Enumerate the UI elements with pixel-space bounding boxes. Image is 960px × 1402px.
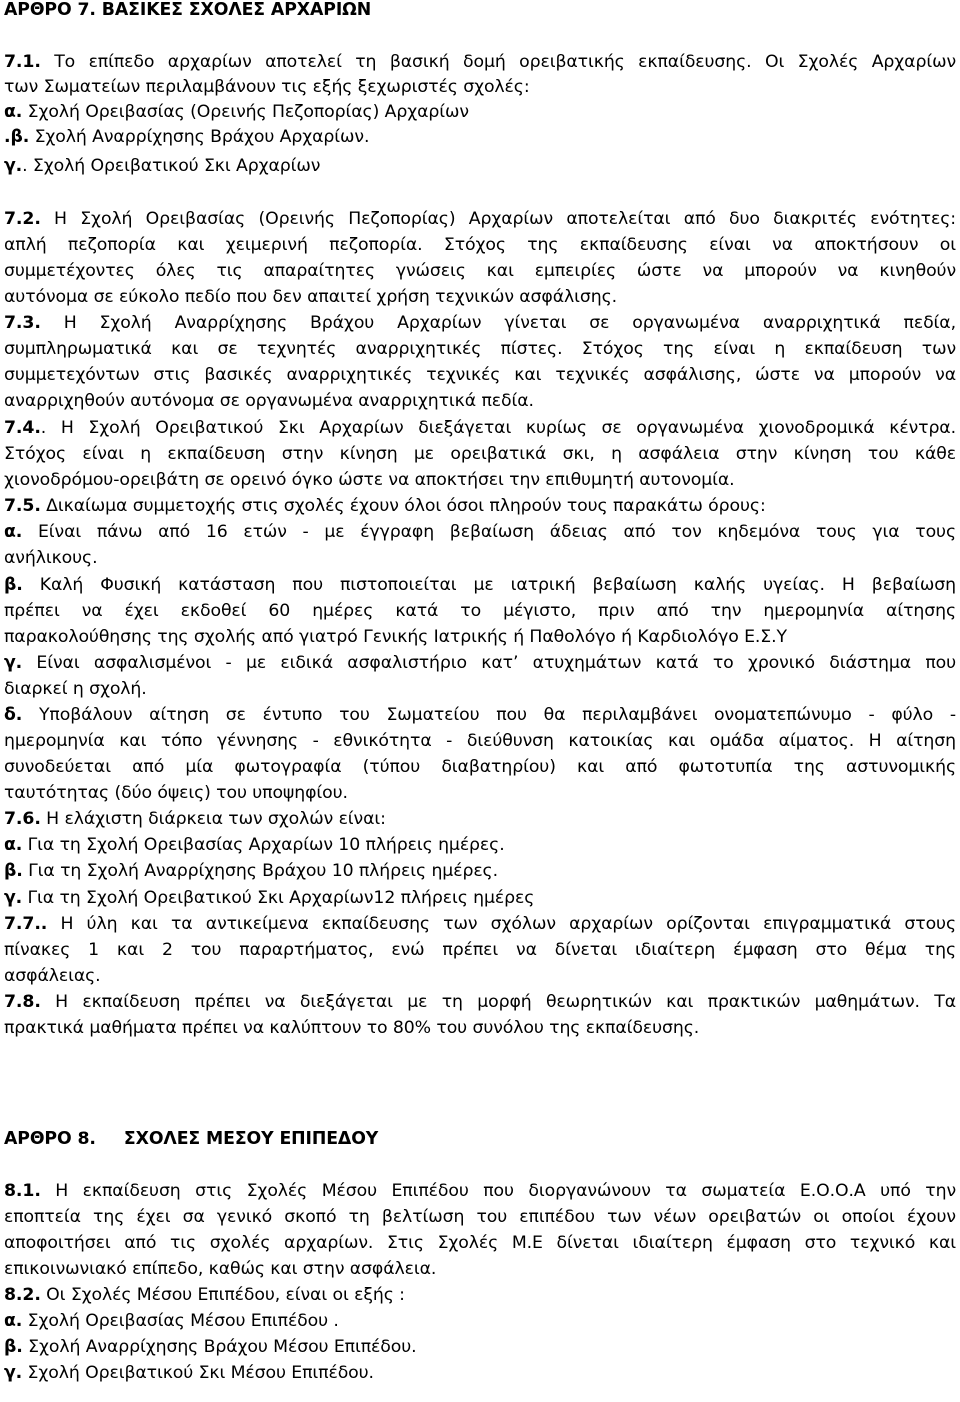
school-b (4, 1337, 956, 1357)
list-marker: β. (4, 1337, 23, 1357)
paragraph-7-3-line-3: συμμετεχόντων στις βασικές αναρριχητικές τεχνικές και τεχνικές ασφάλισης, ώστε να μπορούν να (4, 365, 956, 385)
paragraph-text: Η εκπαίδευση στις Σχολές Μέσου Επιπέδου που διοργανώνουν τα σωματεία Ε.Ο.Ο.Α υπό την (40, 1181, 956, 1201)
paragraph-7-1-line-2: των Σωματείων περιλαμβάνουν τις εξής ξεχωριστές σχολές: (4, 77, 530, 97)
paragraph-7-7-line-2: πίνακες 1 και 2 του παραρτήματος, ενώ πρέπει να δίνεται ιδιαίτερη έμφαση στο θέμα της (4, 940, 956, 960)
condition-d-line-3: συνοδεύεται από μία φωτογραφία (τύπου διαβατηρίου) και από φωτοτυπία της αστυνομικής (4, 757, 956, 777)
list-text: Σχολή Ορειβασίας Μέσου Επιπέδου . (22, 1311, 339, 1331)
list-marker: γ. (4, 156, 23, 176)
list-text: Είναι ασφαλισμένοι - με ειδικά ασφαλιστήριο κατ’ ατυχημάτων κατά το χρονικό διάστημα που (22, 653, 956, 673)
paragraph-7-3-line-2: συμπληρωματικά και σε τεχνητές αναρριχητικές πίστες. Στόχος της είναι η εκπαίδευση των (4, 339, 956, 359)
article-7-title: ΑΡΘΡΟ 7. ΒΑΣΙΚΕΣ ΣΧΟΛΕΣ ΑΡΧΑΡΙΩΝ (4, 0, 372, 20)
condition-d-line-4: ταυτότητας (δύο όψεις) του υποψηφίου. (4, 783, 348, 803)
list-marker: α. (4, 1311, 23, 1331)
school-a (4, 1311, 956, 1331)
paragraph-7-4-line-3: χιονοδρόμου-ορειβάτη σε ορεινό όγκο ώστε να αποκτήσει την επιθυμητή αυτονομία. (4, 470, 735, 490)
condition-b-line-3: παρακολούθησης της σχολής από γιατρό Γενικής Ιατρικής ή Παθολόγο ή Καρδιολόγο Ε.Σ.Υ (4, 627, 787, 647)
paragraph-7-7-line-1 (4, 914, 956, 934)
paragraph-8-1-line-4: επικοινωνιακό επίπεδο, καθώς και στην ασφάλεια. (4, 1259, 437, 1279)
list-text: Σχολή Ορειβατικού Σκι Μέσου Επιπέδου. (22, 1363, 374, 1383)
paragraph-7-2-line-2: απλή πεζοπορία και χειμερινή πεζοπορία. Στόχος της εκπαίδευσης είναι να αποκτήσουν οι (4, 235, 956, 255)
clause-number: 7.5. (4, 496, 41, 516)
clause-number: 8.1. (4, 1181, 41, 1201)
paragraph-7-4-line-2: Στόχος είναι η εκπαίδευση στην κίνηση με ορειβατικά σκι, η ασφάλεια στην κίνηση του κάθε (4, 444, 956, 464)
paragraph-7-3-line-1 (4, 313, 956, 333)
list-text: Για τη Σχολή Ορειβασίας Αρχαρίων 10 πλήρεις ημέρες. (22, 835, 505, 855)
paragraph-text: Η ύλη και τα αντικείμενα εκπαίδευσης των σχόλων αρχαρίων ορίζονται επιγραμματικά στους (47, 914, 956, 934)
list-marker: γ. (4, 653, 23, 673)
list-marker: δ. (4, 705, 23, 725)
clause-number: 8.2. (4, 1285, 41, 1305)
clause-number: 7.3. (4, 313, 41, 333)
list-text: Καλή Φυσική κατάσταση που πιστοποιείται με ιατρική βεβαίωση καλής υγείας. Η βεβαίωση (22, 575, 956, 595)
list-marker: β. (4, 861, 23, 881)
paragraph-8-1-line-2: εποπτεία της έχει σα γενικό σκοπό τη βελτίωση του επιπέδου των νέων ορειβατών οι οποίοι έχουν (4, 1207, 956, 1227)
article-number: ΑΡΘΡΟ 8. (4, 1129, 96, 1149)
list-marker: α. (4, 522, 23, 542)
article-heading: ΣΧΟΛΕΣ ΜΕΣΟΥ ΕΠΙΠΕΔΟΥ (123, 1129, 379, 1149)
list-item-b (4, 127, 956, 147)
paragraph-text: Οι Σχολές Μέσου Επιπέδου, είναι οι εξής : (40, 1285, 405, 1305)
list-text: . Σχολή Ορειβατικού Σκι Αρχαρίων (22, 156, 321, 176)
condition-c-line-1 (4, 653, 956, 673)
paragraph-text: Η εκπαίδευση πρέπει να διεξάγεται με τη μορφή θεωρητικών και πρακτικών μαθημάτων. Τα (40, 992, 956, 1012)
list-marker: .β. (4, 127, 30, 147)
list-marker: γ. (4, 888, 23, 908)
list-item-a (4, 102, 956, 122)
clause-number: 7.6. (4, 809, 41, 829)
duration-c (4, 888, 956, 908)
condition-a-line-2: ανήλικους. (4, 548, 98, 568)
list-marker: α. (4, 102, 23, 122)
paragraph-text: Η ελάχιστη διάρκεια των σχολών είναι: (40, 809, 386, 829)
duration-a (4, 835, 956, 855)
paragraph-text: Δικαίωμα συμμετοχής στις σχολές έχουν όλοι όσοι πληρούν τους παρακάτω όρους: (40, 496, 766, 516)
clause-number: 7.4. (4, 418, 41, 438)
clause-number: 7.2. (4, 209, 41, 229)
paragraph-8-2-line-1 (4, 1285, 956, 1305)
list-text: Σχολή Αναρρίχησης Βράχου Μέσου Επιπέδου. (22, 1337, 417, 1357)
condition-a-line-1 (4, 522, 956, 542)
paragraph-7-2-line-3: συμμετέχοντες όλες τις απαραίτητες γνώσεις και εμπειρίες ώστε να μπορούν να κινηθούν (4, 261, 956, 281)
paragraph-7-8-line-2: πρακτικά μαθήματα πρέπει να καλύπτουν το 80% του συνόλου της εκπαίδευσης. (4, 1018, 700, 1038)
condition-c-line-2: διαρκεί η σχολή. (4, 679, 147, 699)
list-item-c (4, 156, 956, 176)
paragraph-7-8-line-1 (4, 992, 956, 1012)
list-marker: α. (4, 835, 23, 855)
clause-number: 7.1. (4, 52, 41, 72)
paragraph-7-2-line-4: αυτόνομα σε εύκολο πεδίο που δεν απαιτεί χρήση τεχνικών ασφάλισης. (4, 287, 618, 307)
clause-number: 7.8. (4, 992, 41, 1012)
list-text: Υποβάλουν αίτηση σε έντυπο του Σωματείου που θα περιλαμβάνει ονοματεπώνυμο - φύλο - (22, 705, 956, 725)
paragraph-8-1-line-3: αποφοιτήσει από τις σχολές αρχαρίων. Στις Σχολές Μ.Ε δίνεται ιδιαίτερη έμφαση στο τεχνικό και (4, 1233, 956, 1253)
clause-number: 7.7.. (4, 914, 48, 934)
paragraph-text: Το επίπεδο αρχαρίων αποτελεί τη βασική δομή ορειβατικής εκπαίδευσης. Οι Σχολές Αρχαρίων (40, 52, 956, 72)
duration-b (4, 861, 956, 881)
paragraph-7-3-line-4: αναρριχηθούν αυτόνομα σε οργανωμένα αναρριχητικά πεδία. (4, 391, 534, 411)
paragraph-7-5-line-1 (4, 496, 956, 516)
condition-d-line-2: ημερομηνία και τόπο γέννησης - εθνικότητα - διεύθυνση κατοικίας και ομάδα αίματος. Η αίτηση (4, 731, 956, 751)
school-c (4, 1363, 956, 1383)
article-8-title (4, 1129, 956, 1149)
list-text: Είναι πάνω από 16 ετών - με έγγραφη βεβαίωση άδειας από τον κηδεμόνα τους για τους (22, 522, 956, 542)
list-marker: β. (4, 575, 23, 595)
paragraph-7-4-line-1 (4, 418, 956, 438)
paragraph-text: . Η Σχολή Ορειβατικού Σκι Αρχαρίων διεξάγεται κυρίως σε οργανωμένα χιονοδρομικά κέντρα. (40, 418, 956, 438)
list-text: Για τη Σχολή Ορειβατικού Σκι Αρχαρίων12 πλήρεις ημέρες (22, 888, 535, 908)
list-marker: γ. (4, 1363, 23, 1383)
paragraph-7-1-line-1 (4, 52, 956, 72)
list-text: Σχολή Ορειβασίας (Ορεινής Πεζοπορίας) Αρχαρίων (22, 102, 469, 122)
paragraph-7-2-line-1 (4, 209, 956, 229)
list-text: Για τη Σχολή Αναρρίχησης Βράχου 10 πλήρεις ημέρες. (22, 861, 498, 881)
condition-b-line-2: πρέπει να έχει εκδοθεί 60 ημέρες κατά το μέγιστο, πριν από την ημερομηνία αίτησης (4, 601, 956, 621)
list-text: Σχολή Αναρρίχησης Βράχου Αρχαρίων. (29, 127, 370, 147)
paragraph-text: Η Σχολή Αναρρίχησης Βράχου Αρχαρίων γίνεται σε οργανωμένα αναρριχητικά πεδία, (40, 313, 956, 333)
paragraph-8-1-line-1 (4, 1181, 956, 1201)
paragraph-text: Η Σχολή Ορειβασίας (Ορεινής Πεζοπορίας) Αρχαρίων αποτελείται από δυο διακριτές ενότητες: (40, 209, 956, 229)
paragraph-7-7-line-3: ασφάλειας. (4, 966, 101, 986)
paragraph-7-6-line-1 (4, 809, 956, 829)
condition-d-line-1 (4, 705, 956, 725)
condition-b-line-1 (4, 575, 956, 595)
